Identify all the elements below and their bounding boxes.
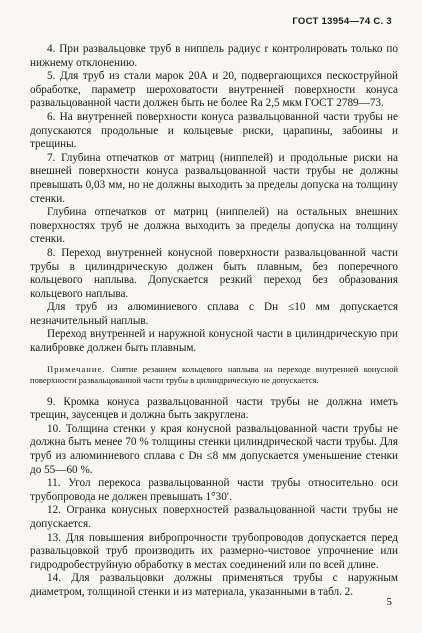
paragraph: Переход внутренней и наружной конусной части в цилиндрическую при калибровке должен быть плавным.: [30, 328, 398, 355]
paragraph: 10. Толщина стенки у края конусной развальцованной части трубы не должна быть менее 70 % толщины стенки цилиндрической части трубы. Для труб из алюминиевого сплава с Dн ≤8 мм допускается уменьшение стенки до 55—60 %.: [30, 422, 398, 476]
paragraph: 11. Угол перекоса развальцованной части трубы относительно оси трубопровода не должен превышать 1°30′.: [30, 477, 398, 503]
paragraph: 4. При развальцовке труб в ниппель радиус r контролировать только по нижнему отклонению.: [30, 43, 398, 69]
paragraph: Глубина отпечатков от матриц (ниппелей) на остальных внешних поверхностях труб не должна выходить за пределы допуска на толщину стенки.: [30, 206, 398, 246]
page-header: ГОСТ 13954—74 С. 3: [292, 16, 392, 27]
paragraph: 13. Для повышения вибропрочности трубопроводов допускается перед развальцовкой труб производить их размерно-чистовое упрочнение или гидродробеструйную обработку в местах соединений или по всей длине.: [30, 531, 398, 571]
paragraph: 12. Огранка конусных поверхностей развальцованной части трубы не допускается.: [30, 504, 398, 530]
document-body: [30, 43, 398, 600]
paragraph: Для труб из алюминиевого сплава с Dн ≤10 мм допускается незначительный наплыв.: [30, 301, 398, 327]
paragraph: 5. Для труб из стали марок 20А и 20, подвергающихся пескоструйной обработке, параметр шероховатости внутренней поверхности конуса развальцованной части должен быть не более Ra 2,5 мкм ГОСТ 2789—73.: [30, 70, 398, 110]
page-number: 5: [386, 596, 392, 608]
paragraph: 7. Глубина отпечатков от матриц (ниппелей) и продольные риски на внешней поверхности конуса развальцованной части трубы не должны превышать 0,03 мм, но не должны выходить за пределы допуска на толщину стенки.: [30, 151, 398, 205]
note-text: Снятие резанием кольцевого наплыва на переходе внутренней конусной поверхности развальцованной части трубы в цилиндрическую не допускается.: [30, 363, 398, 385]
paragraph: 8. Переход внутренней конусной поверхности развальцованной части трубы в цилиндрическую должен быть плавным, без поперечного кольцевого наплыва. Допускается резкий переход без образования кольцевого наплыва.: [30, 246, 398, 300]
note-lead: Примечание.: [47, 363, 106, 374]
paragraph: 6. На внутренней поверхности конуса развальцованной части трубы не допускаются продольные и кольцевые риски, царапины, забоины и трещины.: [30, 110, 398, 151]
paragraph: 14. Для развальцовки должны применяться трубы с наружным диаметром, толщиной стенки и из материала, указанными в табл. 2.: [30, 572, 398, 598]
note: [30, 364, 398, 386]
paragraph: 9. Кромка конуса развальцованной части трубы не должна иметь трещин, заусенцев и должна быть закруглена.: [30, 395, 398, 422]
